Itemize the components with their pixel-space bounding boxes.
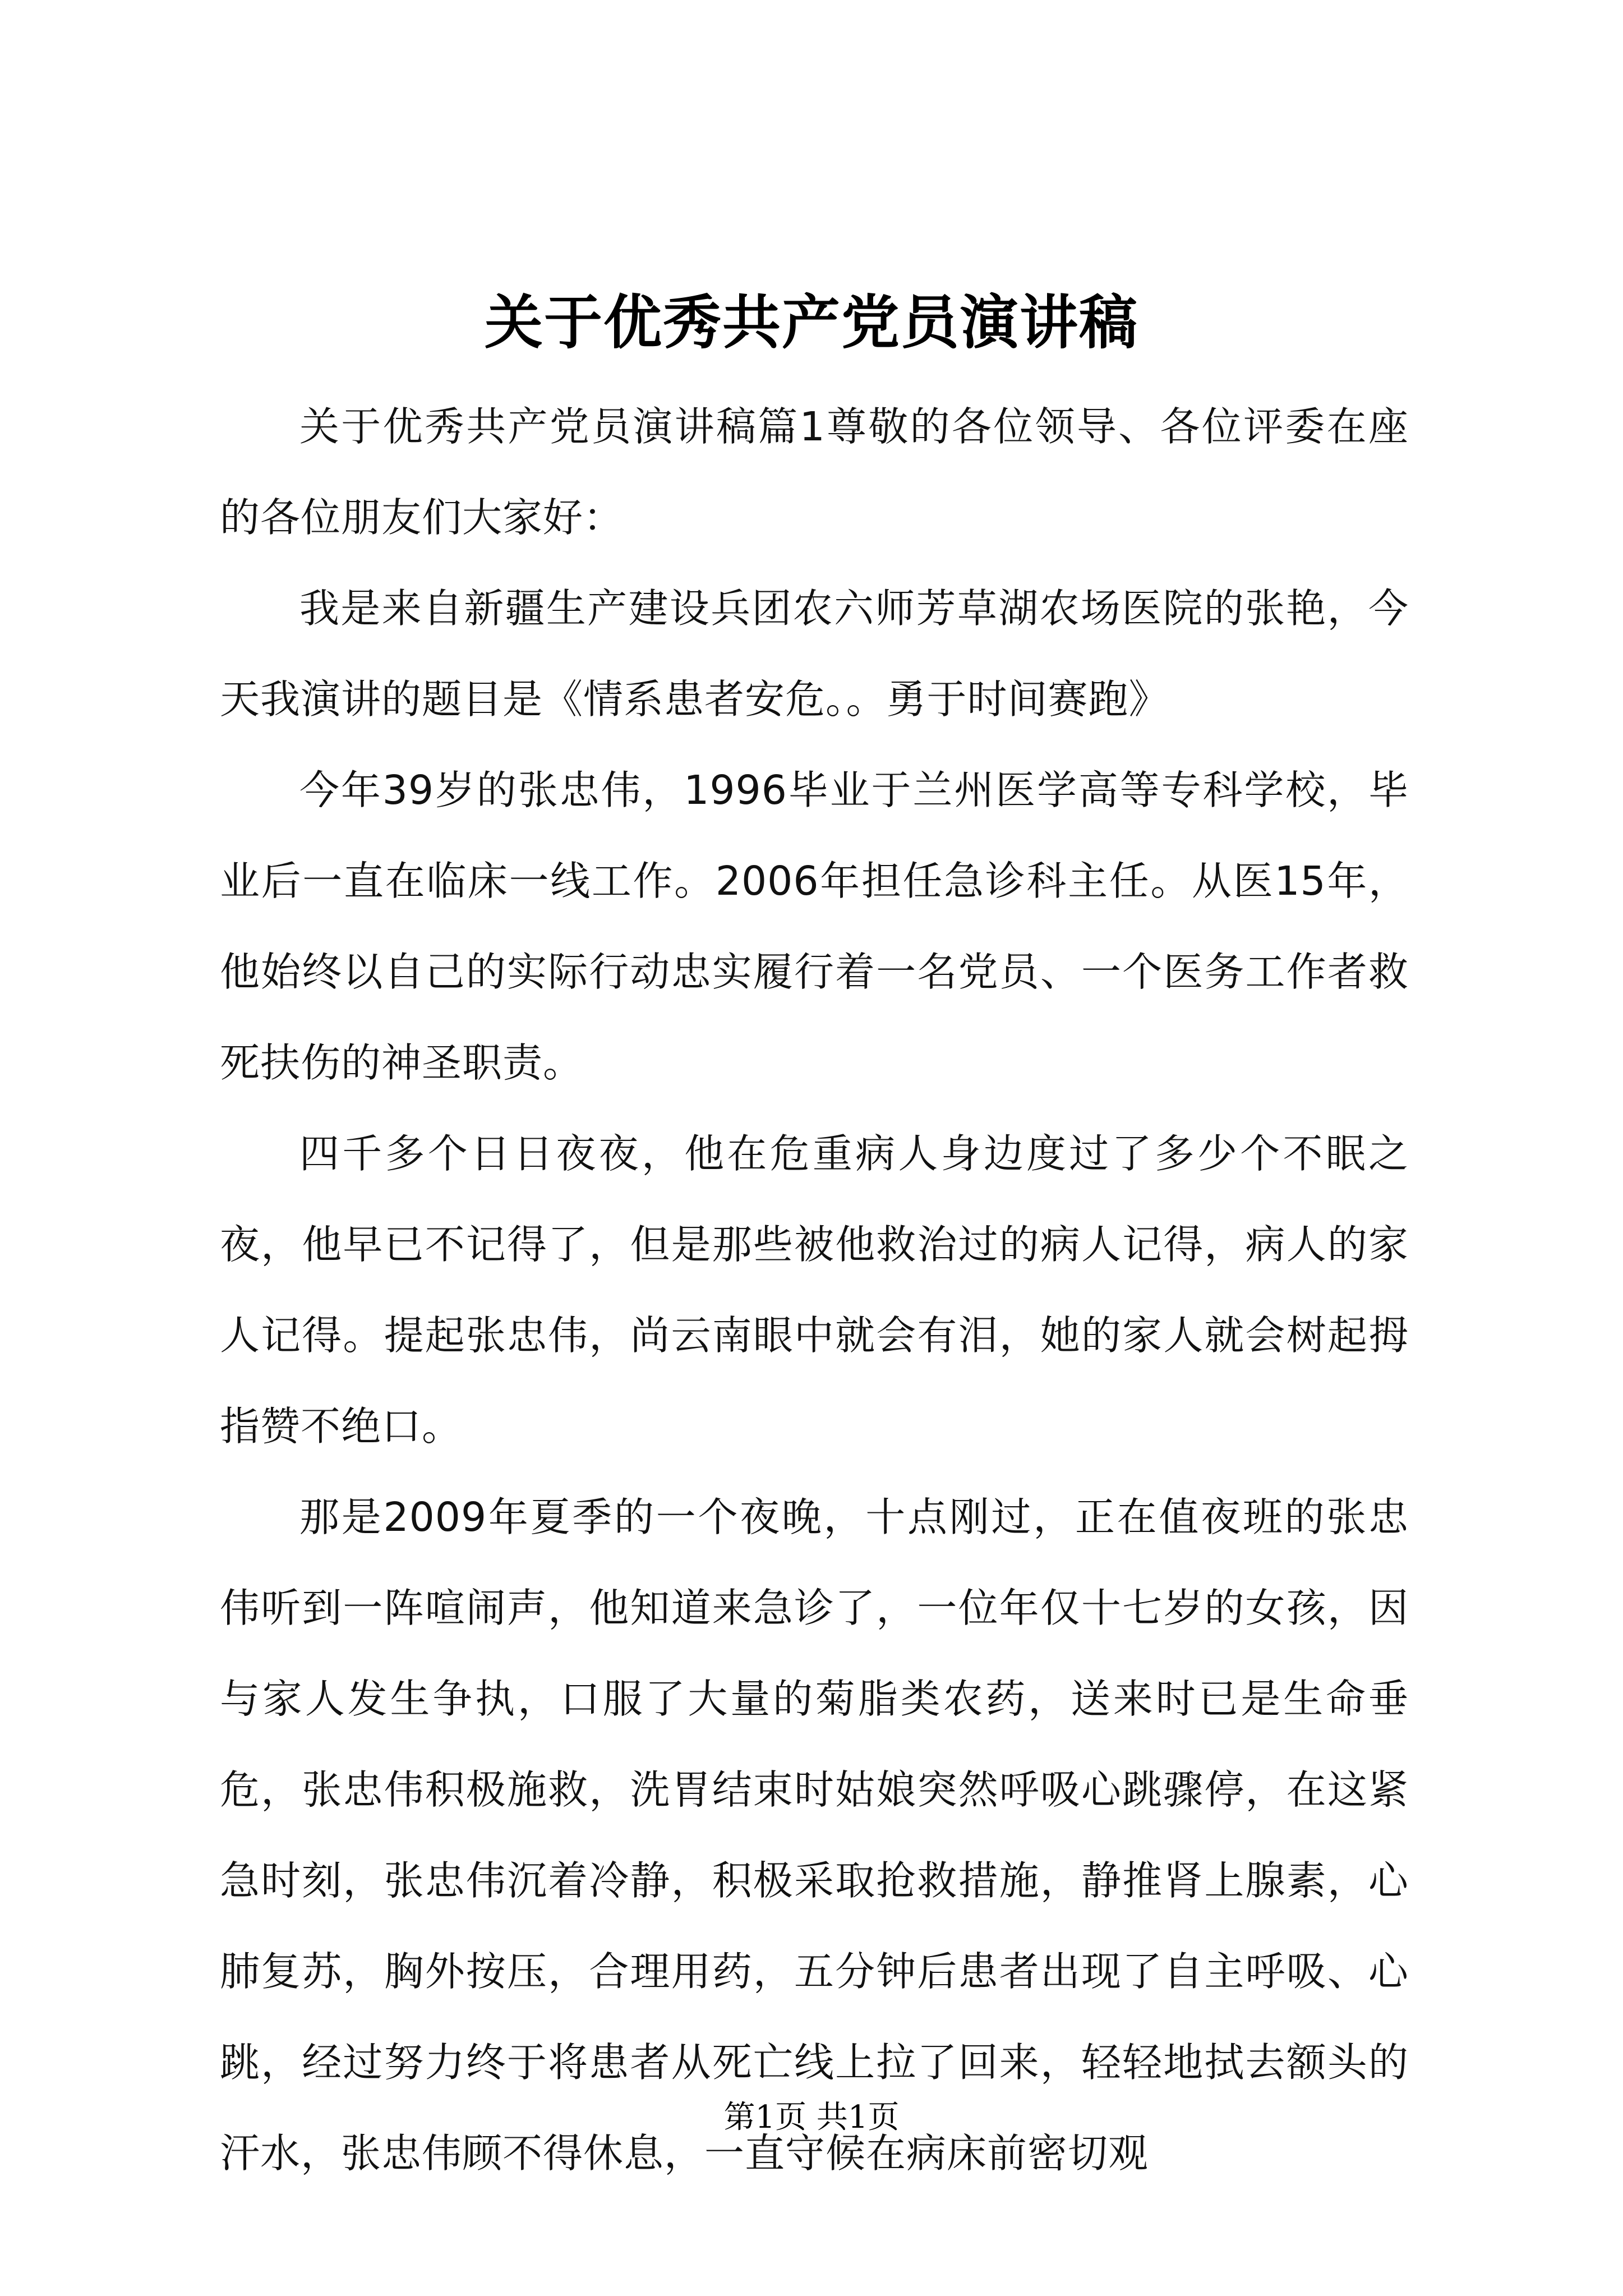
paragraph-4: 四千多个日日夜夜，他在危重病人身边度过了多少个不眠之夜，他早已不记得了，但是那些被他救治过的病人记得，病人的家人记得。提起张忠伟，尚云南眼中就会有泪，她的家人就会树起拇指赞不绝口。 [220, 1130, 1409, 1450]
page-footer: 第1页 共1页 [723, 2099, 900, 2136]
paragraph-5: 那是2009年夏季的一个夜晚，十点刚过，正在值夜班的张忠伟听到一阵喧闹声，他知道来急诊了，一位年仅十七岁的女孩，因与家人发生争执，口服了大量的菊脂类农药，送来时已是生命垂危，张忠伟积极施救，洗胃结束时姑娘突然呼吸心跳骤停，在这紧急时刻，张忠伟沉着冷静，积极采取抢救措施，静推肾上腺素，心肺复苏，胸外按压，合理用药，五分钟后患者出现了自主呼吸、心跳，经过努力终于将患者从死亡线上拉了回来，轻轻地拭去额头的汗水，张忠伟顾不得休息，一直守候在病床前密切观 [220, 1494, 1409, 2177]
paragraph-1: 关于优秀共产党员演讲稿篇1尊敬的各位领导、各位评委在座的各位朋友们大家好： [220, 403, 1409, 541]
paragraph-2: 我是来自新疆生产建设兵团农六师芳草湖农场医院的张艳，今天我演讲的题目是《情系患者安危。。勇于时间赛跑》 [220, 585, 1409, 723]
document-title: 关于优秀共产党员演讲稿 [484, 288, 1138, 357]
document-body [220, 381, 1409, 2199]
paragraph-3: 今年39岁的张忠伟，1996毕业于兰州医学高等专科学校，毕业后一直在临床一线工作。2006年担任急诊科主任。从医15年，他始终以自己的实际行动忠实履行着一名党员、一个医务工作者救死扶伤的神圣职责。 [220, 767, 1409, 1086]
